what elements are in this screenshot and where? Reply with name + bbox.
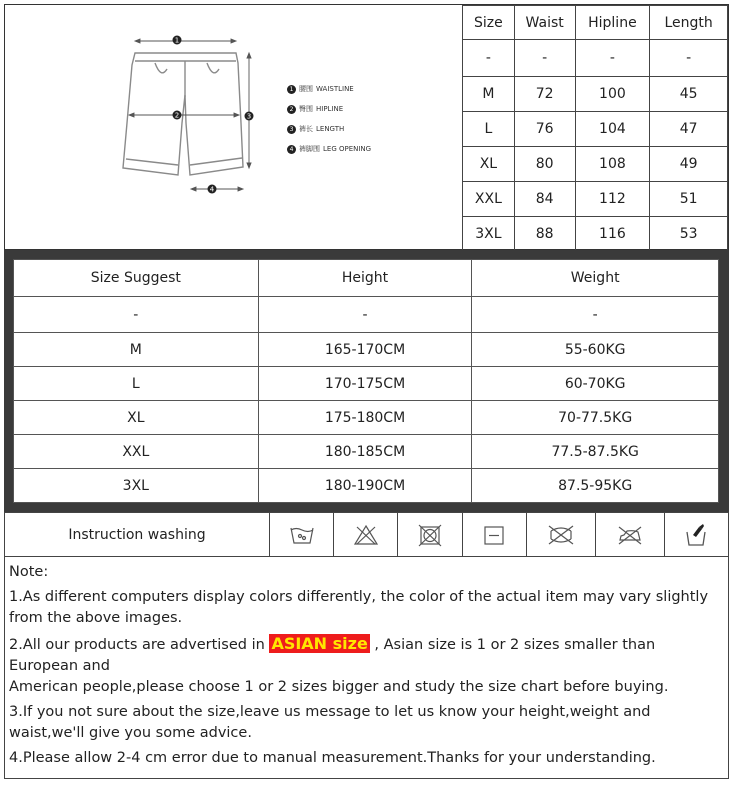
legend-cn: 臀围 [299,105,313,113]
legend-cn: 裤脚围 [299,145,320,153]
legend-num: 2 [287,105,296,114]
cell: 70-77.5KG [472,401,719,435]
legend-en: LENGTH [316,125,345,133]
header-size: Size [463,6,515,40]
note-2-text-cont: , Asian size is 1 or 2 sizes smaller than [374,637,656,653]
hang-dry-icon [664,513,728,557]
cell: 180-190CM [258,469,472,503]
cell: 53 [650,217,728,252]
cell: 51 [650,182,728,217]
cell: 76 [514,112,575,147]
shorts-illustration [5,5,285,249]
cell: 3XL [14,469,259,503]
notes-title: Note: [9,564,49,580]
cell: 80 [514,147,575,182]
header-size-suggest: Size Suggest [14,260,259,297]
note-2-line2: European and [9,658,110,674]
marker-1-label: 1 [174,36,180,45]
no-bleach-icon [334,513,398,557]
legend-item-hipline [287,99,371,119]
table-row [14,435,719,469]
cell: - [14,297,259,333]
note-2-line3: American people,please choose 1 or 2 sizes bigger and study the size chart before buying. [9,679,669,695]
size-table [462,5,728,252]
legend-en: HIPLINE [316,105,344,113]
size-suggest-table [13,259,719,503]
header-height: Height [258,260,472,297]
cell: - [472,297,719,333]
diagram-legend [287,79,371,159]
cell: 87.5-95KG [472,469,719,503]
note-1: 1.As different computers display colors differently, the color of the actual item may vary slightly from the above images. [9,589,709,626]
table-row [463,147,728,182]
cell: - [463,40,515,77]
table-row [14,469,719,503]
cell: - [258,297,472,333]
legend-num: 4 [287,145,296,154]
cell: 77.5-87.5KG [472,435,719,469]
dry-flat-icon [462,513,526,557]
cell: XL [463,147,515,182]
hand-wash-icon [270,513,334,557]
cell: 88 [514,217,575,252]
table-row [14,401,719,435]
cell: XXL [14,435,259,469]
marker-3-label: 3 [246,112,252,121]
cell: M [14,333,259,367]
cell: 55-60KG [472,333,719,367]
header-weight: Weight [472,260,719,297]
legend-en: WAISTLINE [316,85,354,93]
legend-item-waistline [287,79,371,99]
table-row [463,182,728,217]
cell: - [514,40,575,77]
cell: 72 [514,77,575,112]
size-suggest-panel [4,250,729,512]
cell: 47 [650,112,728,147]
cell: 104 [575,112,650,147]
cell: 116 [575,217,650,252]
table-row [14,297,719,333]
cell: L [14,367,259,401]
header-length: Length [650,6,728,40]
note-2 [9,633,724,698]
cell: 180-185CM [258,435,472,469]
legend-cn: 裤长 [299,125,313,133]
cell: 45 [650,77,728,112]
cell: 100 [575,77,650,112]
note-2-text: 2.All our products are advertised in [9,637,265,653]
cell: 175-180CM [258,401,472,435]
cell: M [463,77,515,112]
no-tumble-dry-icon [398,513,462,557]
cell: 108 [575,147,650,182]
washing-label: Instruction washing [5,513,270,557]
table-row [463,112,728,147]
cell: 170-175CM [258,367,472,401]
washing-row [5,513,729,557]
washing-instructions [4,512,729,557]
cell: 165-170CM [258,333,472,367]
cell: 49 [650,147,728,182]
marker-4-label: 4 [209,185,215,194]
no-iron-icon [595,513,664,557]
asian-size-highlight: ASIAN size [271,634,368,653]
header-hipline: Hipline [575,6,650,40]
header-waist: Waist [514,6,575,40]
legend-item-length [287,119,371,139]
note-4: 4.Please allow 2-4 cm error due to manual measurement.Thanks for your understanding. [9,750,656,766]
table-row [463,217,728,252]
notes-section [4,556,729,779]
cell: 112 [575,182,650,217]
table-row [14,333,719,367]
cell: 84 [514,182,575,217]
cell: L [463,112,515,147]
table-row [14,367,719,401]
legend-num: 3 [287,125,296,134]
cell: XXL [463,182,515,217]
legend-cn: 腰围 [299,85,313,93]
cell: XL [14,401,259,435]
shorts-diagram [5,5,462,249]
table-row [463,40,728,77]
note-3: 3.If you not sure about the size,leave us message to let us know your height,weight and waist,we'll give you some advice. [9,704,651,741]
legend-num: 1 [287,85,296,94]
suggest-table-header [14,260,719,297]
no-wring-icon [526,513,595,557]
table-row [463,77,728,112]
legend-item-leg-opening [287,139,371,159]
cell: 3XL [463,217,515,252]
cell: - [575,40,650,77]
cell: 60-70KG [472,367,719,401]
size-table-header [463,6,728,40]
marker-2-label: 2 [174,111,180,120]
cell: - [650,40,728,77]
size-chart-top [4,4,729,250]
legend-en: LEG OPENING [323,145,372,153]
